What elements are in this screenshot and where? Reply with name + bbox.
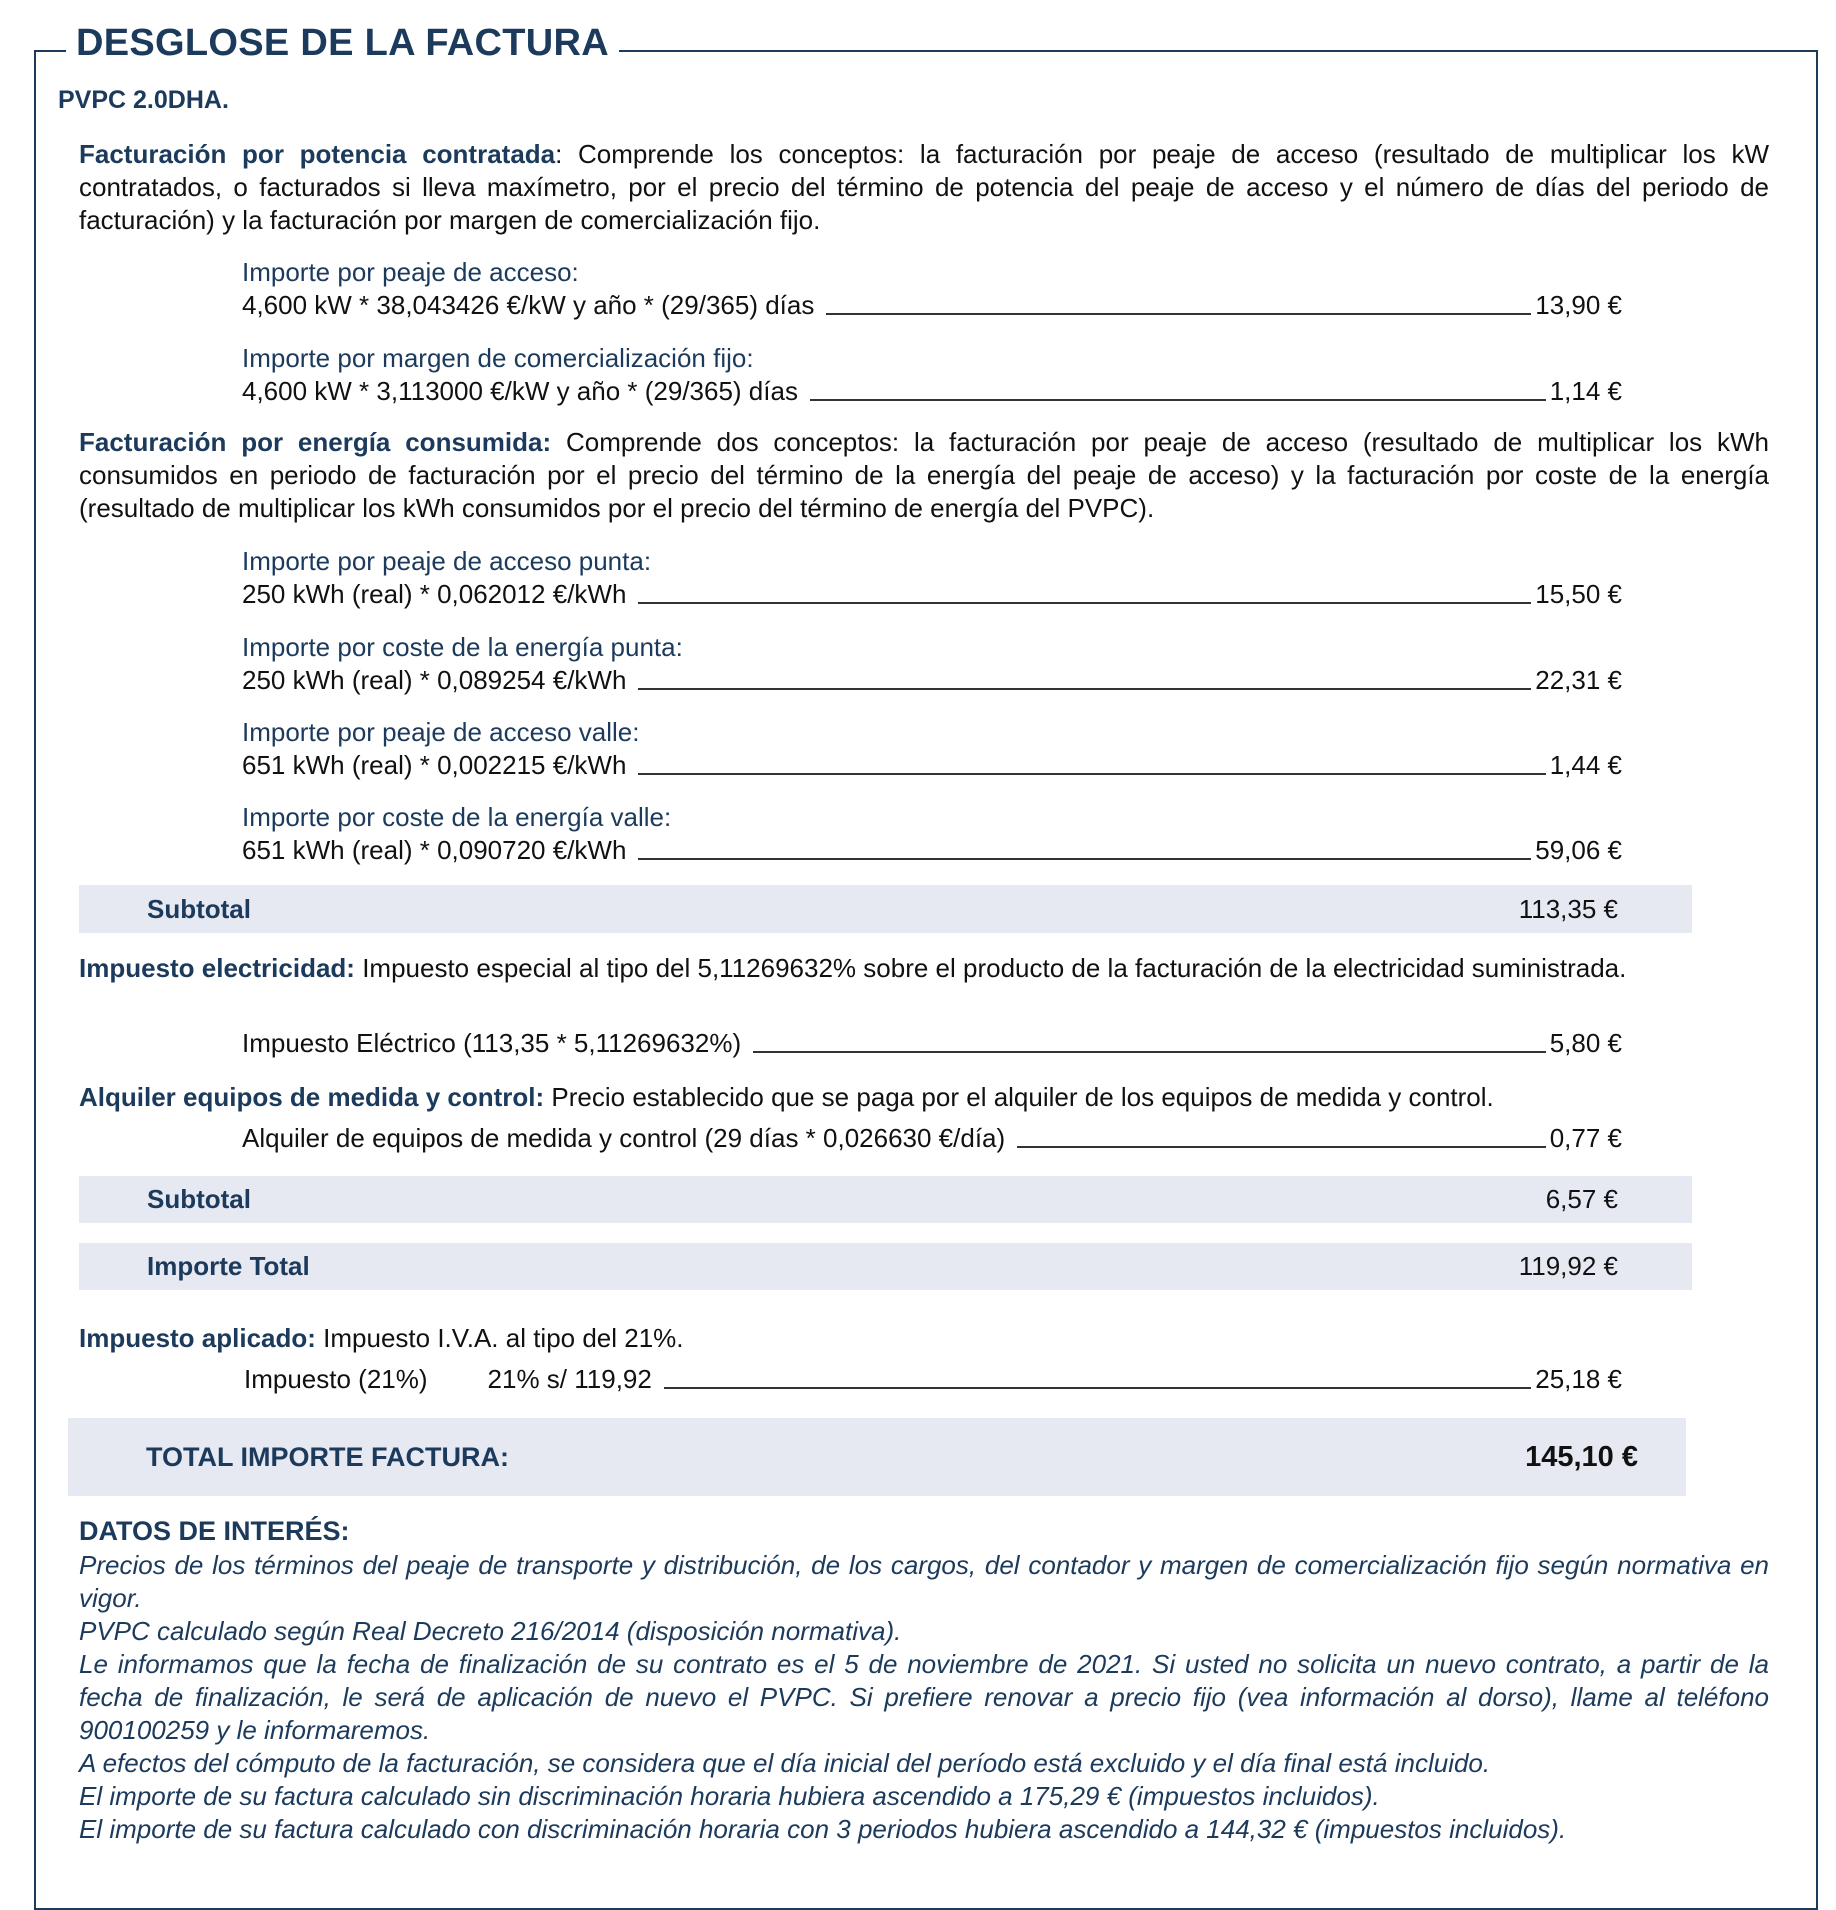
line-item-amount: 59,06 € <box>1535 835 1622 865</box>
line-item-amount: 1,14 € <box>1549 376 1622 406</box>
line-item-label: Importe por peaje de acceso valle: <box>242 717 640 747</box>
line-item-formula: 4,600 kW * 38,043426 €/kW y año * (29/365) días <box>242 290 815 320</box>
iva-formula-label: Impuesto (21%) <box>244 1364 428 1394</box>
datos-interes-heading: DATOS DE INTERÉS: <box>79 1516 350 1546</box>
total-factura-amount: 145,10 € <box>1525 1440 1638 1473</box>
subtotal-amount: 6,57 € <box>1545 1184 1618 1214</box>
potencia-description <box>79 138 1769 237</box>
subtotal-label: Subtotal <box>147 893 251 924</box>
line-item-formula <box>244 1364 652 1395</box>
alquiler-heading: Alquiler equipos de medida y control: <box>79 1082 545 1112</box>
line-item-formula: 250 kWh (real) * 0,062012 €/kWh <box>242 579 627 609</box>
note-item: Precios de los términos del peaje de transporte y distribución, de los cargos, del contador y margen de comercialización fijo según normativa en vigor. <box>79 1550 1769 1613</box>
iva-heading: Impuesto aplicado: <box>79 1323 316 1353</box>
line-item-amount: 13,90 € <box>1535 290 1622 320</box>
leader-line <box>638 602 1531 604</box>
note-item: El importe de su factura calculado con discriminación horaria con 3 periodos hubiera ascendido a 144,32 € (impuestos incluidos). <box>79 1814 1567 1844</box>
line-item-amount: 1,44 € <box>1549 750 1622 780</box>
impuesto-electricidad-text: Impuesto especial al tipo del 5,11269632% sobre el producto de la facturación de la electricidad suministrada. <box>354 953 1627 983</box>
importe-total-label: Importe Total <box>147 1251 310 1281</box>
page-title: DESGLOSE DE LA FACTURA <box>66 22 619 65</box>
subtotal-label: Subtotal <box>147 1184 251 1214</box>
line-item-formula: 651 kWh (real) * 0,002215 €/kWh <box>242 750 627 780</box>
leader-line <box>1017 1146 1546 1148</box>
line-item-amount: 15,50 € <box>1535 579 1622 609</box>
leader-line <box>664 1387 1531 1389</box>
line-item-row <box>242 578 1622 610</box>
impuesto-electricidad-description <box>79 952 1769 985</box>
line-item-formula: 4,600 kW * 3,113000 €/kW y año * (29/365) días <box>242 376 798 406</box>
total-factura-band <box>68 1418 1686 1496</box>
impuesto-electricidad-heading: Impuesto electricidad: <box>79 953 355 983</box>
line-item-row <box>242 289 1622 321</box>
alquiler-description <box>79 1081 1769 1114</box>
energia-description <box>79 426 1769 525</box>
leader-line <box>638 858 1531 860</box>
importe-total-amount: 119,92 € <box>1518 1251 1618 1281</box>
line-item-amount: 22,31 € <box>1535 665 1622 695</box>
iva-description <box>79 1322 1769 1355</box>
line-item-row <box>244 1363 1622 1395</box>
alquiler-text: Precio establecido que se paga por el alquiler de los equipos de medida y control. <box>544 1082 1494 1112</box>
line-item-amount: 25,18 € <box>1535 1364 1622 1394</box>
energia-heading: Facturación por energía consumida: <box>79 427 552 457</box>
line-item-row <box>242 1122 1622 1154</box>
datos-interes-notes <box>79 1549 1769 1846</box>
iva-formula-base: 21% s/ 119,92 <box>487 1364 652 1394</box>
subtotal-band <box>79 1176 1692 1223</box>
subtotal-amount: 113,35 € <box>1518 893 1618 924</box>
note-item: A efectos del cómputo de la facturación, se considera que el día inicial del período está excluido y el día final está incluido. <box>79 1748 1491 1778</box>
leader-line <box>753 1051 1546 1053</box>
importe-total-band <box>79 1243 1692 1290</box>
line-item-label: Importe por coste de la energía valle: <box>242 802 672 832</box>
line-item-row <box>242 834 1622 866</box>
note-item: PVPC calculado según Real Decreto 216/2014 (disposición normativa). <box>79 1616 902 1646</box>
potencia-heading: Facturación por potencia contratada <box>79 139 556 169</box>
line-item-row <box>242 749 1622 781</box>
line-item-label: Importe por peaje de acceso: <box>242 257 579 287</box>
energia-text: Comprende dos conceptos: la facturación por peaje de acceso (resultado de multiplicar los kWh consumidos en periodo de facturación por el precio del término de la energía del peaje de acceso) y la facturación por coste de la energía (resultado de multiplicar los kWh consumidos por el precio del término de energía del PVPC). <box>79 427 1769 523</box>
line-item-label: Importe por peaje de acceso punta: <box>242 546 652 576</box>
total-factura-label: TOTAL IMPORTE FACTURA: <box>146 1441 509 1472</box>
line-item-formula: 250 kWh (real) * 0,089254 €/kWh <box>242 665 627 695</box>
line-item-formula: 651 kWh (real) * 0,090720 €/kWh <box>242 835 627 865</box>
subtotal-band <box>79 885 1692 933</box>
line-item-formula: Alquiler de equipos de medida y control (29 días * 0,026630 €/día) <box>242 1123 1006 1153</box>
note-item: Le informamos que la fecha de finalización de su contrato es el 5 de noviembre de 2021. Si usted no solicita un nuevo contrato, a partir de la fecha de finalización, le será de aplicación de nuevo el PVPC. Si prefiere renovar a precio fijo (vea información al dorso), llame al teléfono 900100259 y le informaremos. <box>79 1649 1769 1745</box>
note-item: El importe de su factura calculado sin discriminación horaria hubiera ascendido a 175,29 € (impuestos incluidos). <box>79 1781 1380 1811</box>
line-item-row <box>242 1027 1622 1059</box>
tariff-name: PVPC 2.0DHA. <box>58 86 229 114</box>
line-item-amount: 5,80 € <box>1549 1028 1622 1058</box>
leader-line <box>638 688 1531 690</box>
leader-line <box>810 399 1546 401</box>
line-item-row <box>242 375 1622 407</box>
potencia-text: : Comprende los conceptos: la facturación por peaje de acceso (resultado de multiplicar los kW contratados, o facturados si lleva maxímetro, por el precio del término de potencia del peaje de acceso y el número de días del periodo de facturación) y la facturación por margen de comercialización fijo. <box>79 139 1769 235</box>
leader-line <box>638 773 1545 775</box>
line-item-row <box>242 664 1622 696</box>
iva-text: Impuesto I.V.A. al tipo del 21%. <box>315 1323 684 1353</box>
line-item-label: Importe por coste de la energía punta: <box>242 632 683 662</box>
line-item-formula: Impuesto Eléctrico (113,35 * 5,11269632%) <box>242 1028 742 1058</box>
leader-line <box>826 313 1531 315</box>
line-item-amount: 0,77 € <box>1549 1123 1622 1153</box>
line-item-label: Importe por margen de comercialización fijo: <box>242 343 754 373</box>
